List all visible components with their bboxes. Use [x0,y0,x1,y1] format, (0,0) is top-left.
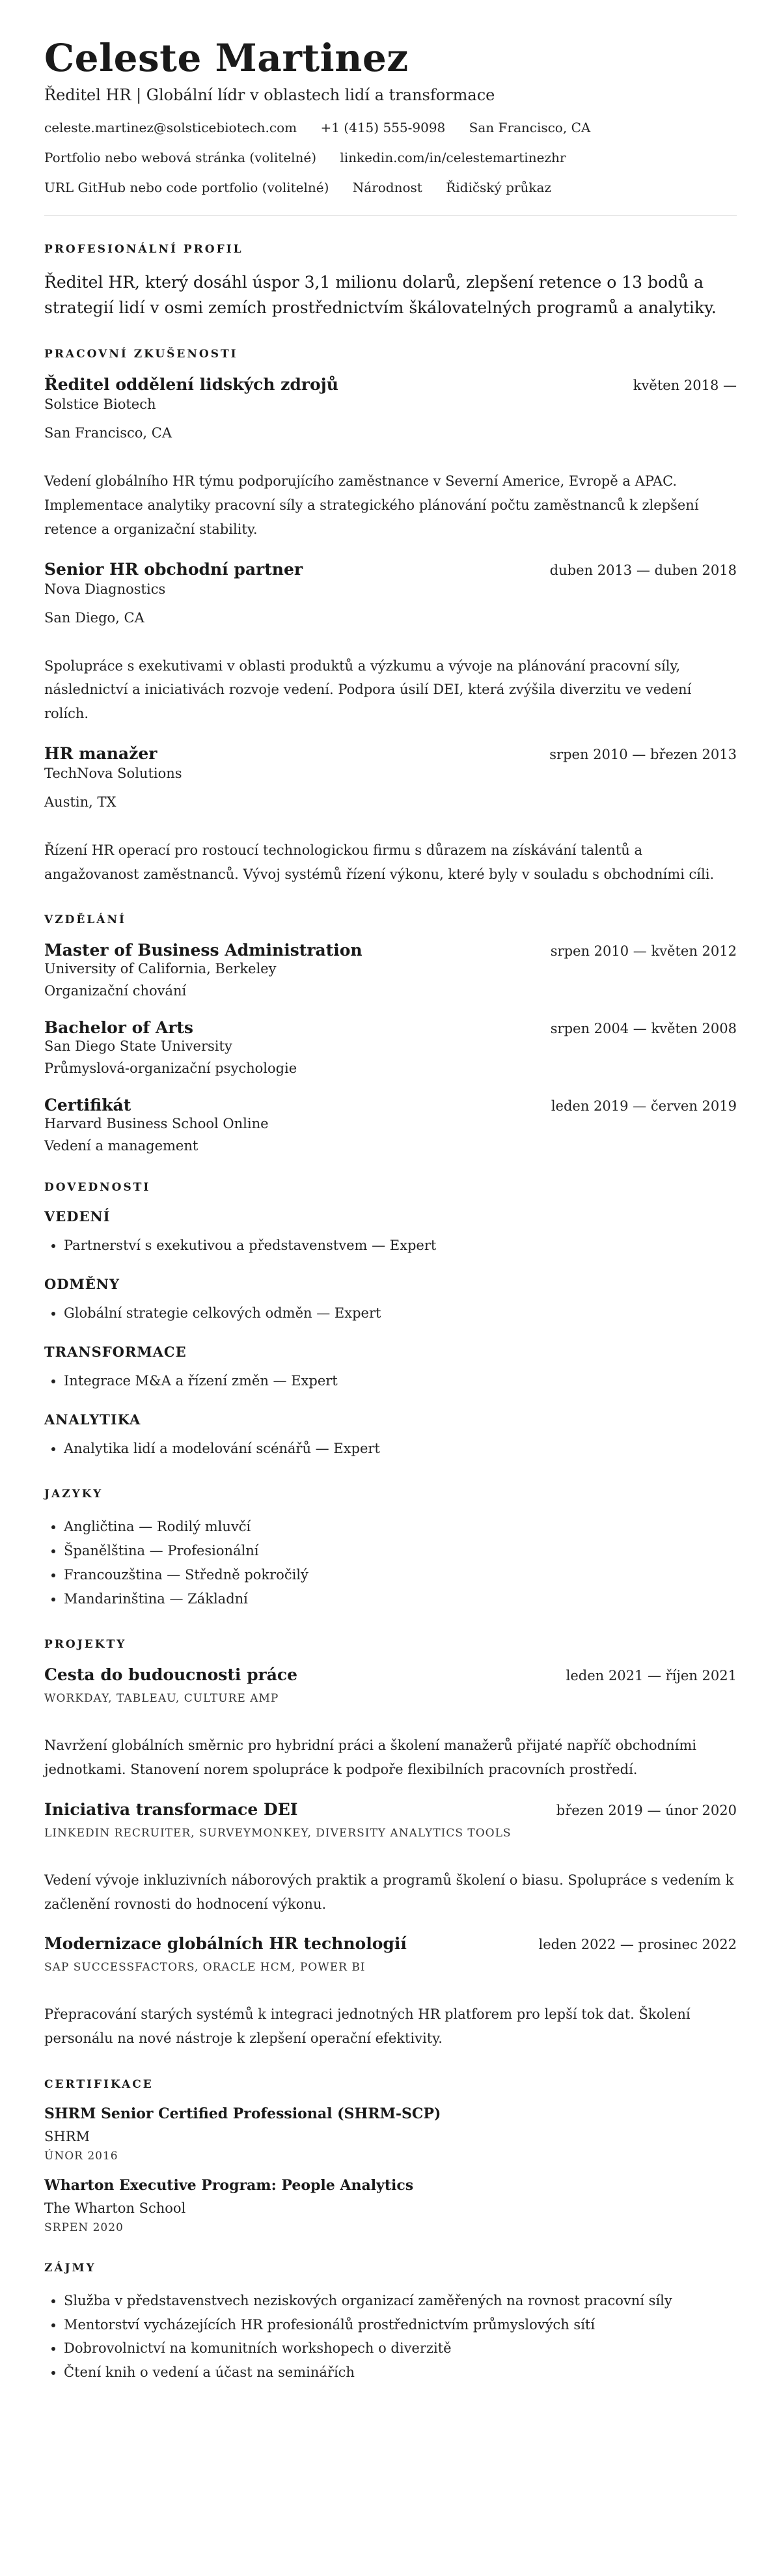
section-title-interests: ZÁJMY [44,2261,96,2275]
section-title-languages: JAZYKY [44,1488,103,1501]
education-section [44,913,737,1154]
skills-section [44,1181,737,1460]
degree-dates: srpen 2010 — květen 2012 [550,943,737,960]
certification-name: SHRM Senior Certified Professional (SHRM-SCP) [44,2105,441,2122]
project-description: Přepracování starých systémů k integraci jednotných HR platforem pro lepší tok dat. Školení personálu na nové nástroje k zlepšení operační efektivity. [44,2006,691,2047]
school-name: Harvard Business School Online [44,1116,269,1132]
interests-section [44,2262,737,2385]
section-title-experience: PRACOVNÍ ZKUŠENOSTI [44,348,238,361]
project-entry [44,1934,737,2051]
skill-group-title: VEDENÍ [44,1208,111,1225]
certification-issuer: SHRM [44,2128,90,2144]
experience-entry [44,375,737,541]
candidate-headline: Ředitel HR | Globální lídr v oblastech lidí a transformace [44,85,495,104]
section-title-certifications: CERTIFIKACE [44,2077,154,2091]
profile-section [44,243,737,321]
section-title-skills: DOVEDNOSTI [44,1181,151,1195]
skill-item: • Globální strategie celkových odměn — Expert [64,1301,737,1325]
job-description: Řízení HR operací pro rostoucí technologickou firmu s důrazem na získávání talentů a angažovanost zaměstnanců. Vývoj systémů řízení výkonu, které byly v souladu s obchodními cíli. [44,842,715,882]
contact-phone[interactable]: +1 (415) 555-9098 [320,119,446,135]
section-title-education: VZDĚLÁNÍ [44,913,126,927]
portfolio-link[interactable]: Portfolio nebo webová stránka (volitelné) [44,149,317,165]
github-link[interactable]: URL GitHub nebo code portfolio (volitelné) [44,179,329,195]
certification-name: Wharton Executive Program: People Analytics [44,2176,414,2194]
interest-item: • Čtení knih o vedení a účast na seminářích [64,2361,737,2385]
certifications-section [44,2078,737,2234]
contact-line-primary [44,120,737,135]
project-entry [44,1665,737,1782]
project-name: Cesta do budoucnosti práce [44,1665,298,1685]
candidate-name: Celeste Martinez [44,36,409,80]
education-entry [44,941,737,999]
contact-email[interactable]: celeste.martinez@solsticebiotech.com [44,119,297,135]
skill-group [44,1344,737,1393]
degree-dates: srpen 2004 — květen 2008 [550,1021,737,1037]
job-title: Senior HR obchodní partner [44,559,303,579]
interest-item: • Mentorství vycházejících HR profesionálů prostřednictvím průmyslových sítí [64,2313,737,2337]
project-description: Navržení globálních směrnic pro hybridní práci a školení manažerů přijaté napříč obchodními jednotkami. Stanovení norem spolupráce k podpoře flexibilních pracovních prostředí. [44,1738,697,1778]
skill-item: • Integrace M&A a řízení změn — Expert [64,1369,737,1393]
skill-item: • Partnerství s exekutivou a představenstvem — Expert [64,1234,737,1258]
resume-header [44,38,737,195]
field-of-study: Vedení a management [44,1138,199,1154]
skill-group-title: ODMĚNY [44,1276,120,1293]
degree-title: Bachelor of Arts [44,1018,194,1038]
project-tools: SAP SUCCESSFACTORS, ORACLE HCM, POWER BI [44,1961,366,1974]
skill-group-title: TRANSFORMACE [44,1343,187,1360]
projects-section [44,1638,737,2051]
job-location: San Francisco, CA [44,425,172,441]
skill-group-title: ANALYTIKA [44,1411,141,1428]
project-name: Modernizace globálních HR technologií [44,1934,407,1954]
skill-group [44,1276,737,1325]
skill-item: • Analytika lidí a modelování scénářů — Expert [64,1437,737,1461]
degree-dates: leden 2019 — červen 2019 [551,1098,737,1115]
school-name: University of California, Berkeley [44,961,277,977]
nationality: Národnost [352,179,422,195]
project-description: Vedení vývoje inkluzivních náborových praktik a programů školení o biasu. Spolupráce s vedením k začlenění rovnosti do hodnocení výkonu. [44,1872,734,1912]
certification-date: SRPEN 2020 [44,2221,124,2234]
education-entry [44,1096,737,1154]
job-location: Austin, TX [44,794,116,810]
project-name: Iniciativa transformace DEI [44,1799,298,1819]
languages-section [44,1488,737,1611]
project-tools: WORKDAY, TABLEAU, CULTURE AMP [44,1692,279,1706]
job-company: Nova Diagnostics [44,581,166,597]
job-location: San Diego, CA [44,609,144,626]
job-dates: květen 2018 — [633,378,737,394]
degree-title: Master of Business Administration [44,941,363,960]
language-item: • Španělština — Profesionální [64,1539,737,1563]
education-entry [44,1018,737,1076]
school-name: San Diego State University [44,1038,232,1055]
field-of-study: Průmyslová-organizační psychologie [44,1060,297,1077]
experience-section [44,348,737,886]
project-tools: LINKEDIN RECRUITER, SURVEYMONKEY, DIVERSITY ANALYTICS TOOLS [44,1826,512,1840]
drivers-license: Řidičský průkaz [446,179,551,195]
skill-group [44,1411,737,1461]
language-item: • Angličtina — Rodilý mluvčí [64,1515,737,1539]
profile-summary: Ředitel HR, který dosáhl úspor 3,1 milionu dolarů, zlepšení retence o 13 bodů a strategií lidí v osmi zemích prostřednictvím škálovatelných programů a analytiky. [44,272,717,317]
experience-entry [44,560,737,726]
project-entry [44,1800,737,1917]
skill-group [44,1208,737,1258]
project-dates: leden 2021 — říjen 2021 [566,1668,737,1684]
certification-issuer: The Wharton School [44,2200,186,2216]
job-title: Ředitel oddělení lidských zdrojů [44,375,338,395]
section-title-profile: PROFESIONÁLNÍ PROFIL [44,242,243,256]
certification-entry [44,2177,737,2234]
job-title: HR manažer [44,743,158,763]
section-title-projects: PROJEKTY [44,1638,127,1652]
experience-entry [44,744,737,887]
linkedin-link[interactable]: linkedin.com/in/celestemartinezhr [340,149,566,165]
field-of-study: Organizační chování [44,983,187,999]
language-item: • Mandarinština — Základní [64,1587,737,1611]
certification-entry [44,2105,737,2163]
degree-title: Certifikát [44,1096,131,1115]
project-dates: březen 2019 — únor 2020 [556,1802,737,1818]
job-dates: srpen 2010 — březen 2013 [549,746,737,762]
job-company: Solstice Biotech [44,396,156,413]
project-dates: leden 2022 — prosinec 2022 [538,1937,737,1953]
contact-line-extra [44,180,737,195]
job-description: Vedení globálního HR týmu podporujícího zaměstnance v Severní Americe, Evropě a APAC. Implementace analytiky pracovní síly a strategického plánování počtu zaměstnanců k zlepšení retence a organizační stability. [44,473,699,537]
interest-item: • Služba v představenstvech neziskových organizací zaměřených na rovnost pracovní síly [64,2289,737,2313]
contact-location: San Francisco, CA [469,119,591,135]
certification-date: ÚNOR 2016 [44,2149,118,2163]
interest-item: • Dobrovolnictví na komunitních workshopech o diverzitě [64,2336,737,2361]
job-description: Spolupráce s exekutivami v oblasti produktů a výzkumu a vývoje na plánování pracovní síly, následnictví a iniciativách rozvoje vedení. Podpora úsilí DEI, která zvýšila diverzitu ve vedení rolích. [44,658,692,722]
job-company: TechNova Solutions [44,765,182,781]
job-dates: duben 2013 — duben 2018 [549,562,737,578]
language-item: • Francouzština — Středně pokročilý [64,1563,737,1587]
contact-line-links [44,150,737,165]
